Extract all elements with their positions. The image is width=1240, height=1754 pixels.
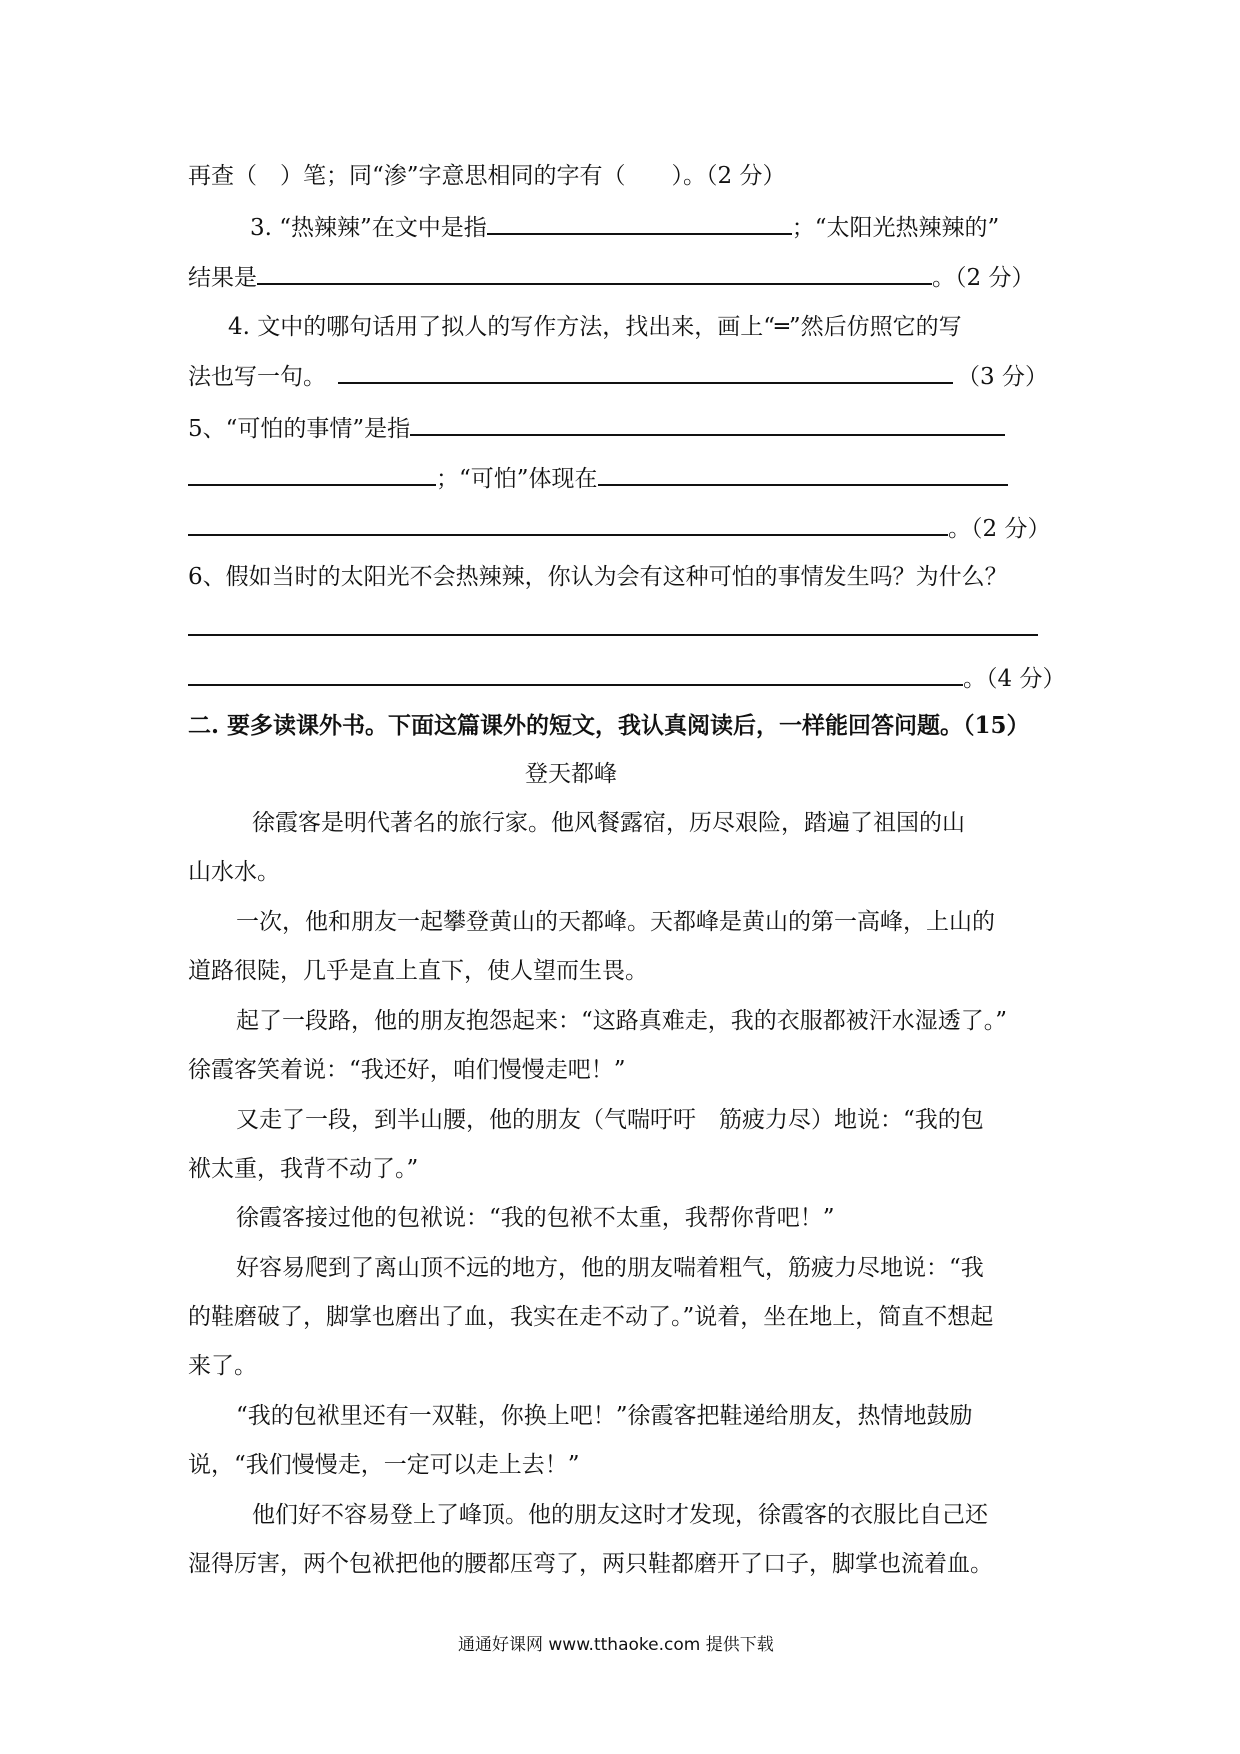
answer-blank[interactable] xyxy=(188,662,963,686)
passage-title: 登天都峰 xyxy=(525,761,617,787)
question-3-line-2 xyxy=(188,261,1034,293)
passage-line: “我的包袱里还有一双鞋，你换上吧！”徐霞客把鞋递给朋友，热情地鼓励 xyxy=(236,1403,973,1429)
answer-blank[interactable] xyxy=(188,462,436,486)
passage-line: 又走了一段，到半山腰，他的朋友（气喘吁吁 筋疲力尽）地说：“我的包 xyxy=(236,1107,984,1133)
question-3-line-1 xyxy=(250,211,999,243)
passage-line: 袱太重，我背不动了。” xyxy=(188,1156,419,1182)
passage-line: 徐霞客是明代著名的旅行家。他风餐露宿，历尽艰险，踏遍了祖国的山 xyxy=(252,810,965,836)
question-4-score: （3 分） xyxy=(957,364,1048,390)
passage-line: 来了。 xyxy=(188,1353,257,1379)
passage-line: 徐霞客笑着说：“我还好，咱们慢慢走吧！” xyxy=(188,1057,626,1083)
question-6-score: 。（4 分） xyxy=(963,666,1066,692)
answer-line[interactable] xyxy=(188,634,1038,636)
passage-line: 湿得厉害，两个包袱把他的腰都压弯了，两只鞋都磨开了口子，脚掌也流着血。 xyxy=(188,1551,993,1577)
answer-blank[interactable] xyxy=(410,412,1005,436)
question-3-prompt-2: ；“太阳光热辣辣的” xyxy=(791,215,1000,241)
question-6-line-2 xyxy=(188,662,1065,694)
question-3-result-label: 结果是 xyxy=(188,265,257,291)
question-5-prompt-2: ；“可怕”体现在 xyxy=(436,466,598,492)
passage-line: 一次，他和朋友一起攀登黄山的天都峰。天都峰是黄山的第一高峰，上山的 xyxy=(236,909,995,935)
answer-blank[interactable] xyxy=(598,462,1008,486)
question-3-score: 。（2 分） xyxy=(932,265,1035,291)
answer-blank[interactable] xyxy=(188,512,948,536)
question-5-line-3 xyxy=(188,512,1050,544)
question-2-tail: 再查（ ）笔；同“渗”字意思相同的字有（ ）。（2 分） xyxy=(188,163,786,189)
passage-line: 说，“我们慢慢走，一定可以走上去！” xyxy=(188,1452,580,1478)
passage-line: 道路很陡，几乎是直上直下，使人望而生畏。 xyxy=(188,958,648,984)
question-6-prompt: 6、假如当时的太阳光不会热辣辣，你认为会有这种可怕的事情发生吗？为什么？ xyxy=(188,564,1008,590)
question-3-prompt: 3. “热辣辣”在文中是指 xyxy=(250,215,487,241)
answer-blank[interactable] xyxy=(257,261,932,285)
question-5-prompt: 5、“可怕的事情”是指 xyxy=(188,416,411,442)
section-2-heading: 二. 要多读课外书。下面这篇课外的短文，我认真阅读后，一样能回答问题。（15） xyxy=(188,712,1030,739)
passage-line: 他们好不容易登上了峰顶。他的朋友这时才发现，徐霞客的衣服比自己还 xyxy=(252,1502,988,1528)
question-5-line-1 xyxy=(188,412,1005,444)
answer-blank[interactable] xyxy=(338,360,953,384)
page-footer: 通通好课网 www.tthaoke.com 提供下载 xyxy=(458,1635,774,1655)
question-4-line-1: 4. 文中的哪句话用了拟人的写作方法，找出来，画上“═”然后仿照它的写 xyxy=(228,314,962,340)
passage-line: 好容易爬到了离山顶不远的地方，他的朋友喘着粗气，筋疲力尽地说：“我 xyxy=(236,1255,984,1281)
question-4-label: 法也写一句。 xyxy=(188,364,326,390)
question-5-score: 。（2 分） xyxy=(948,516,1051,542)
question-4-line-2 xyxy=(188,360,1048,392)
passage-line: 起了一段路，他的朋友抱怨起来：“这路真难走，我的衣服都被汗水湿透了。” xyxy=(236,1008,1008,1034)
question-5-line-2 xyxy=(188,462,1008,494)
passage-line: 山水水。 xyxy=(188,859,280,885)
passage-line: 的鞋磨破了，脚掌也磨出了血，我实在走不动了。”说着，坐在地上，简直不想起 xyxy=(188,1304,994,1330)
passage-line: 徐霞客接过他的包袱说：“我的包袱不太重，我帮你背吧！” xyxy=(236,1205,835,1231)
answer-blank[interactable] xyxy=(487,211,792,235)
